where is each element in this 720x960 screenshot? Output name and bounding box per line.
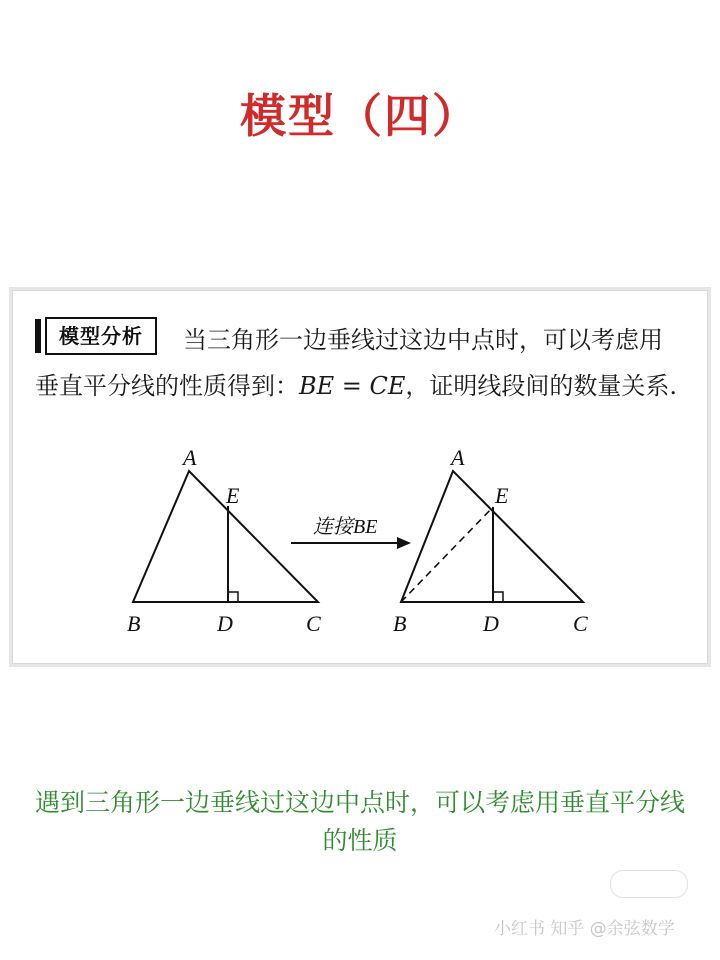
right-triangle [401,471,583,602]
formula-ce: CE [369,372,406,400]
right-label-d: D [483,611,499,636]
formula-eq: = [334,372,370,400]
watermark-badge [610,870,688,898]
analysis-text-part2: ，证明线段间的数量关系. [405,372,678,400]
geometry-figure [13,441,707,661]
summary-caption: 遇到三角形一边垂线过这边中点时，可以考虑用垂直平分线的性质 [34,788,685,855]
connect-arrow [291,537,411,549]
arrow-head [397,537,411,549]
arrow-label: 连接BE [313,516,378,538]
right-label-b: B [393,611,407,636]
right-right-angle-mark [493,592,503,602]
analysis-text-part1: 当三角形一边垂线过这边中点时，可以考虑用垂直平分线的性质得到： [35,326,663,400]
right-label-a: A [451,445,465,470]
left-label-c: C [306,611,321,636]
left-label-e: E [226,483,240,508]
page-title: 模型（四） [240,89,480,143]
left-label-b: B [127,611,141,636]
right-label-e: E [495,483,509,508]
formula-be: BE [299,372,335,400]
right-dashed-be [401,507,493,602]
left-label-d: D [217,611,233,636]
right-label-c: C [573,611,588,636]
left-label-a: A [183,445,197,470]
watermark: 小红书 知乎 @余弦数学 [494,919,675,939]
model-analysis-tag: 模型分析 [45,317,157,355]
left-right-angle-mark [228,592,238,602]
model-analysis-card [12,290,708,664]
